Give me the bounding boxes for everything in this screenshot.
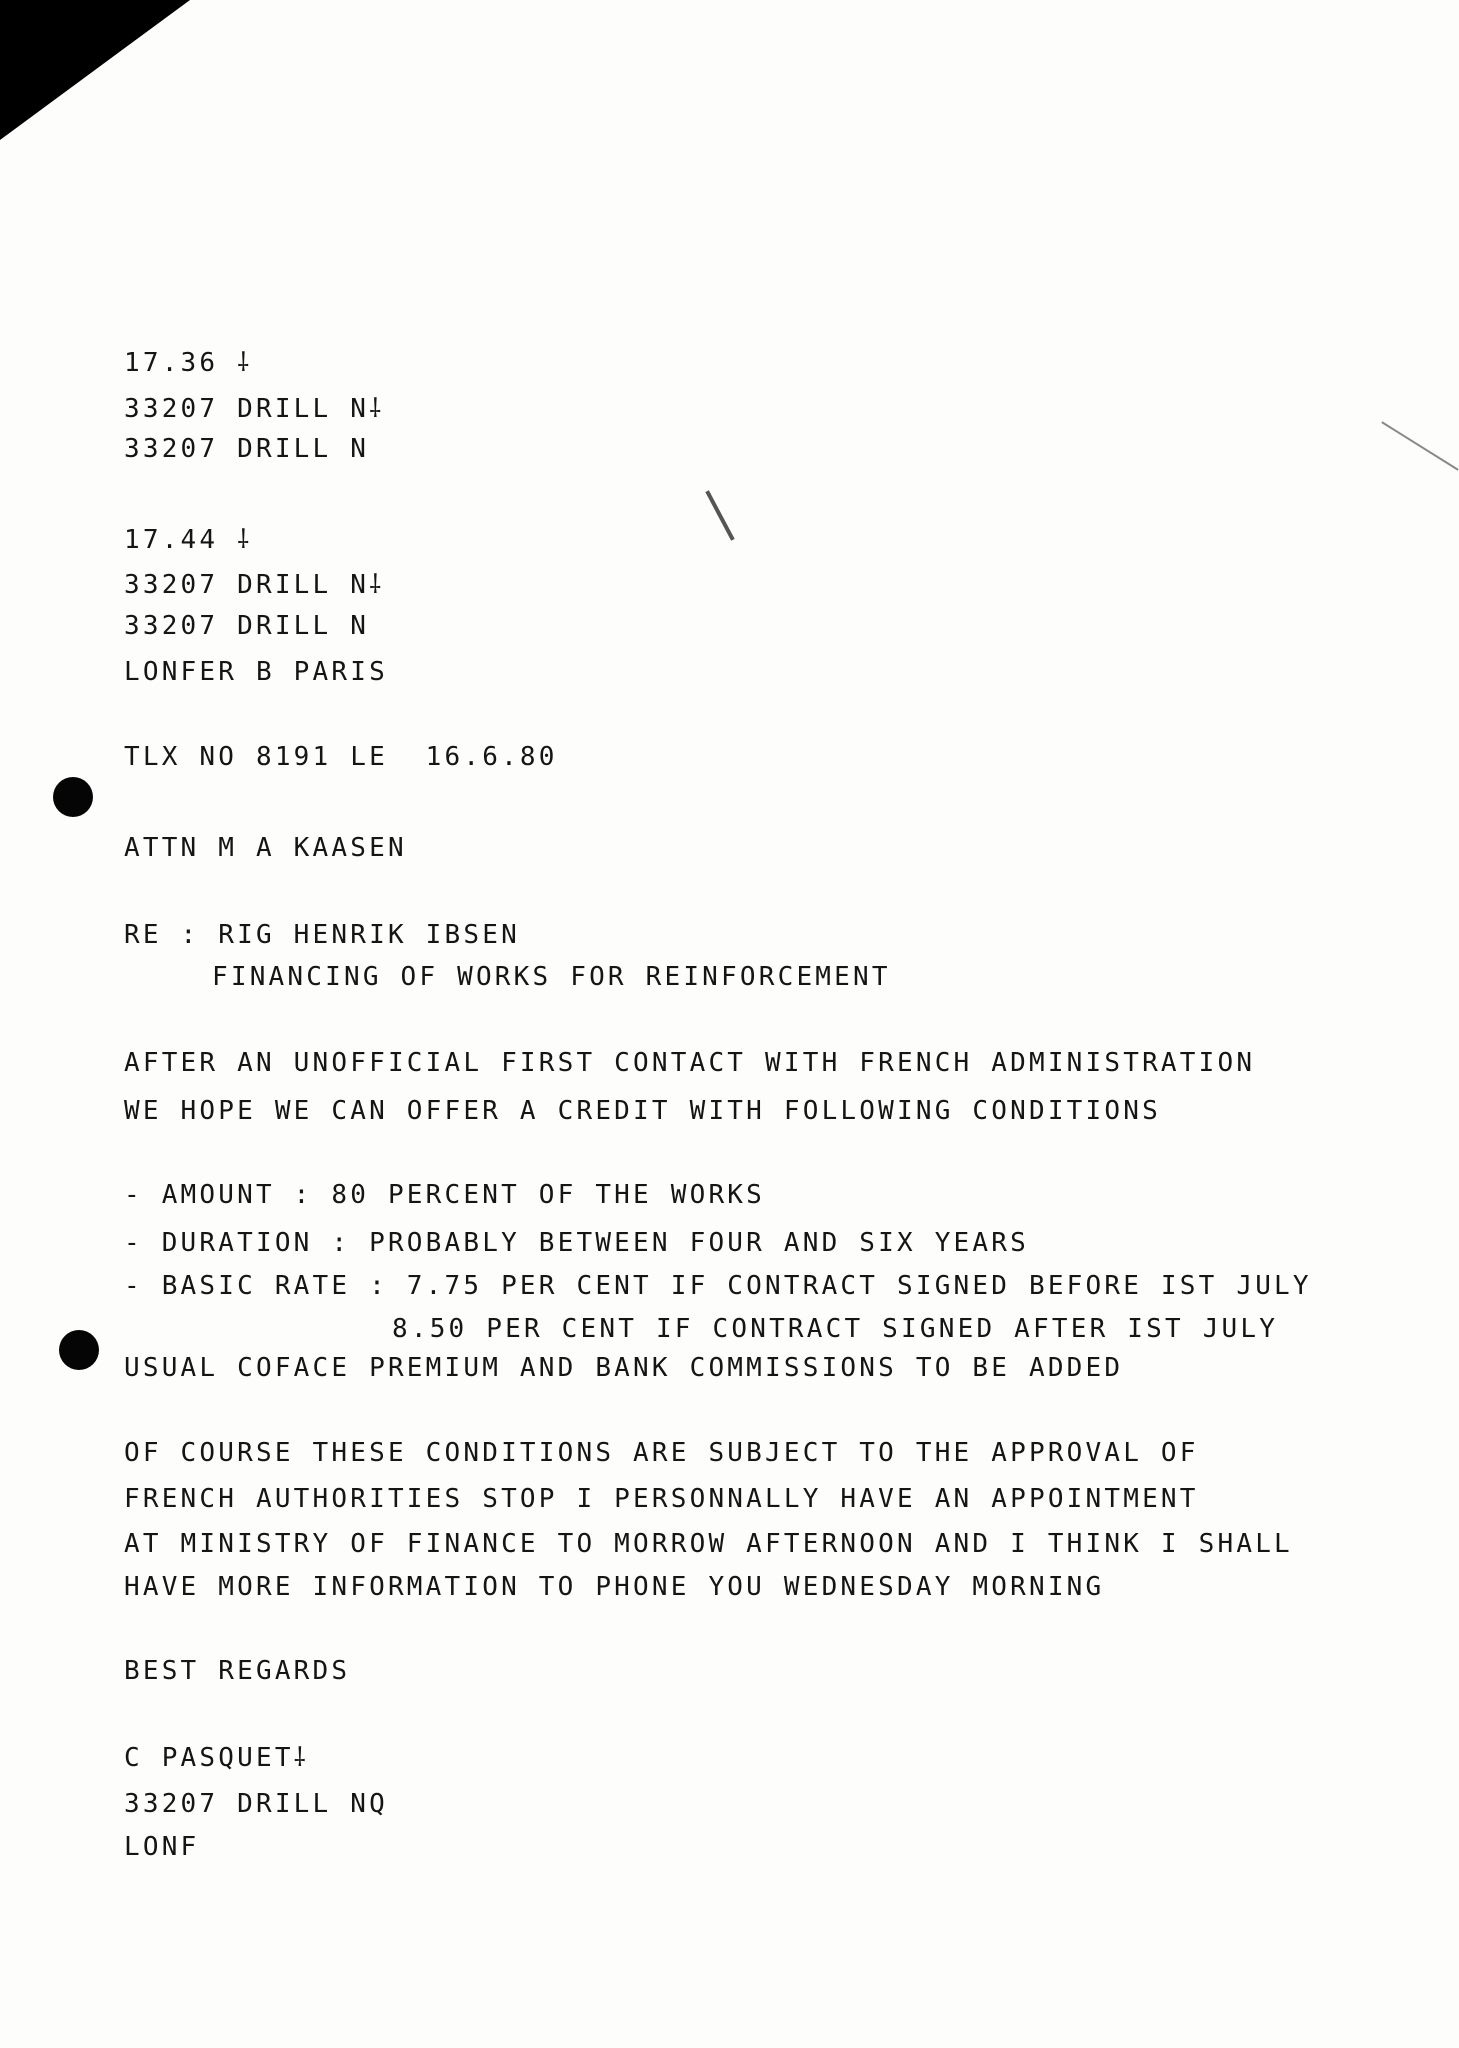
pen-mark — [1381, 421, 1458, 470]
sender-code: LONFER B PARIS — [124, 657, 388, 687]
condition-premium: USUAL COFACE PREMIUM AND BANK COMMISSIONS TO BE ADDED — [124, 1353, 1124, 1383]
signature: C PASQUET⸸ — [124, 1743, 310, 1773]
condition-amount: - AMOUNT : 80 PERCENT OF THE WORKS — [124, 1180, 766, 1210]
condition-rate: - BASIC RATE : 7.75 PER CENT IF CONTRACT SIGNED BEFORE IST JULY — [124, 1271, 1312, 1301]
closing: BEST REGARDS — [124, 1656, 351, 1686]
body-line: HAVE MORE INFORMATION TO PHONE YOU WEDNESDAY MORNING — [124, 1572, 1105, 1602]
answerback-line: LONF — [124, 1832, 200, 1862]
punch-hole-bottom — [59, 1330, 99, 1370]
subject-line: RE : RIG HENRIK IBSEN — [124, 920, 520, 950]
body-line: WE HOPE WE CAN OFFER A CREDIT WITH FOLLOWING CONDITIONS — [124, 1096, 1161, 1126]
body-line: FRENCH AUTHORITIES STOP I PERSONNALLY HAVE AN APPOINTMENT — [124, 1484, 1199, 1514]
answerback-line: 33207 DRILL N — [124, 611, 370, 641]
telex-reference: TLX NO 8191 LE 16.6.80 — [124, 742, 558, 772]
answerback-line: 33207 DRILL NQ — [124, 1789, 388, 1819]
corner-cut — [0, 0, 190, 140]
body-line: AFTER AN UNOFFICIAL FIRST CONTACT WITH FRENCH ADMINISTRATION — [124, 1048, 1256, 1078]
answerback-line: 33207 DRILL N⸸ — [124, 394, 385, 424]
time-stamp-2: 17.44 ⸸ — [124, 525, 253, 555]
body-line: OF COURSE THESE CONDITIONS ARE SUBJECT TO THE APPROVAL OF — [124, 1438, 1199, 1468]
subject-line: FINANCING OF WORKS FOR REINFORCEMENT — [212, 962, 891, 992]
condition-duration: - DURATION : PROBABLY BETWEEN FOUR AND SIX YEARS — [124, 1228, 1029, 1258]
punch-hole-top — [53, 777, 93, 817]
condition-rate: 8.50 PER CENT IF CONTRACT SIGNED AFTER IST JULY — [392, 1314, 1279, 1344]
answerback-line: 33207 DRILL N — [124, 434, 370, 464]
body-line: AT MINISTRY OF FINANCE TO MORROW AFTERNOON AND I THINK I SHALL — [124, 1529, 1293, 1559]
attention-line: ATTN M A KAASEN — [124, 833, 407, 863]
answerback-line: 33207 DRILL N⸸ — [124, 570, 385, 600]
pen-mark — [705, 490, 734, 540]
time-stamp-1: 17.36 ⸸ — [124, 348, 253, 378]
